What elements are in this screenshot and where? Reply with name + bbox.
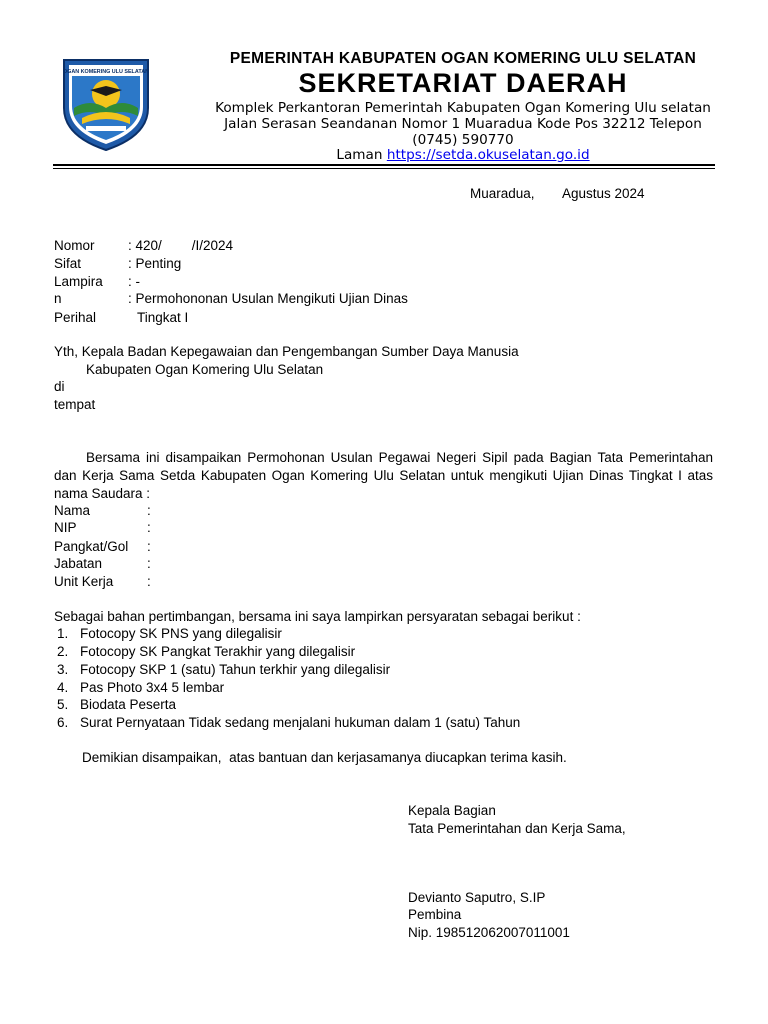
requirement-number: 2.	[57, 644, 69, 659]
nomor-value: : 420/ /I/2024	[128, 238, 234, 253]
field-label-nip: NIP	[54, 520, 77, 535]
place-text: Muaradua,	[470, 186, 535, 201]
hal-value: : Permohononan Usulan Mengikuti Ujian Dinas	[128, 291, 408, 306]
requirement-item: Pas Photo 3x4 5 lembar	[80, 680, 225, 695]
field-value-nip: :	[147, 520, 151, 535]
website-link[interactable]: https://setda.okuselatan.go.id	[386, 147, 590, 163]
lampiran-label-part1: Lampira	[54, 274, 103, 289]
field-label-nama: Nama	[54, 503, 91, 518]
field-value-jabatan: :	[147, 556, 151, 571]
sifat-value: : Penting	[128, 256, 182, 271]
signature-title-1: Kepala Bagian	[408, 803, 496, 818]
signatory-rank: Pembina	[408, 907, 462, 922]
field-label-jabatan: Jabatan	[54, 556, 103, 571]
signatory-nip: Nip. 198512062007011001	[408, 925, 570, 940]
field-value-pangkat: :	[147, 539, 151, 554]
logo-top-text: OGAN KOMERING ULU SELATAN	[62, 69, 150, 75]
address-line-1: Komplek Perkantoran Pemerintah Kabupaten Ogan Komering Ulu selatan	[215, 100, 711, 116]
signatory-name: Devianto Saputro, S.IP	[408, 890, 546, 905]
requirement-item: Fotocopy SK PNS yang dilegalisir	[80, 626, 282, 641]
requirement-number: 3.	[57, 662, 69, 677]
sifat-label: Sifat	[54, 256, 82, 271]
requirement-number: 6.	[57, 715, 69, 730]
address-line-2: Jalan Serasan Seandanan Nomor 1 Muaradua Kode Pos 32212 Telepon	[224, 116, 702, 132]
field-value-unit-kerja: :	[147, 574, 151, 589]
regency-emblem-logo	[60, 56, 152, 152]
letterhead-rule-thick	[53, 164, 715, 166]
lampiran-value: : -	[128, 274, 140, 289]
requirement-item: Surat Pernyataan Tidak sedang menjalani hukuman dalam 1 (satu) Tahun	[80, 715, 521, 730]
requirement-number: 1.	[57, 626, 69, 641]
recipient-line-1: Yth, Kepala Badan Kepegawaian dan Pengembangan Sumber Daya Manusia	[54, 344, 519, 359]
recipient-line-2: Kabupaten Ogan Komering Ulu Selatan	[86, 362, 324, 377]
field-label-pangkat: Pangkat/Gol	[54, 539, 129, 554]
closing-sentence: Demikian disampaikan, atas bantuan dan kerjasamanya diucapkan terima kasih.	[82, 750, 567, 765]
requirement-number: 4.	[57, 680, 69, 695]
perihal-label: Perihal	[54, 310, 97, 325]
perihal-value: Tingkat I	[137, 310, 189, 325]
requirements-intro: Sebagai bahan pertimbangan, bersama ini saya lampirkan persyaratan sebagai berikut :	[54, 609, 581, 624]
website-line	[150, 147, 768, 163]
lampiran-label-part2: n	[54, 291, 62, 306]
requirement-item: Biodata Peserta	[80, 697, 177, 712]
signature-title-2: Tata Pemerintahan dan Kerja Sama,	[408, 821, 626, 836]
requirement-item: Fotocopy SKP 1 (satu) Tahun terkhir yang dilegalisir	[80, 662, 391, 677]
nomor-label: Nomor	[54, 238, 95, 253]
recipient-line-3: di	[54, 379, 65, 394]
field-value-nama: :	[147, 503, 151, 518]
government-name: PEMERINTAH KABUPATEN OGAN KOMERING ULU SELATAN	[229, 50, 697, 67]
phone-line: (0745) 590770	[412, 132, 514, 148]
date-text: Agustus 2024	[562, 186, 645, 201]
requirement-number: 5.	[57, 697, 69, 712]
field-label-unit-kerja: Unit Kerja	[54, 574, 114, 589]
office-name: SEKRETARIAT DAERAH	[298, 68, 628, 98]
recipient-line-4: tempat	[54, 397, 96, 412]
letterhead-rule-thin	[53, 168, 715, 169]
requirement-item: Fotocopy SK Pangkat Terakhir yang dilegalisir	[80, 644, 356, 659]
body-paragraph: Bersama ini disampaikan Permohonan Usulan Pegawai Negeri Sipil pada Bagian Tata Pemerintahan dan Kerja Sama Setda Kabupaten Ogan Komering Ulu Selatan untuk mengikuti Ujian Dinas Tingkat I atas nama Saudara :	[54, 450, 713, 501]
website-label: Laman	[336, 147, 383, 163]
